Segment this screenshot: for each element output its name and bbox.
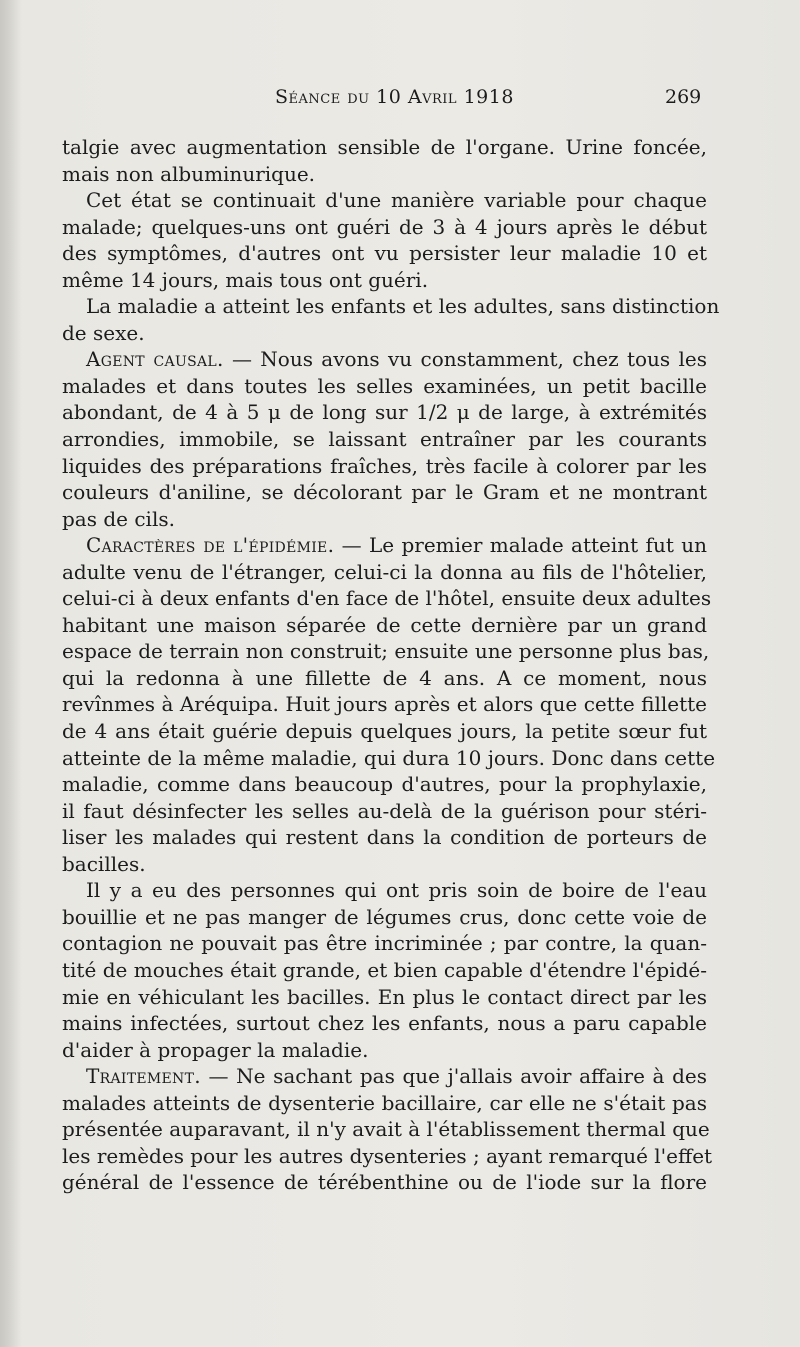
text-line bbox=[62, 267, 707, 294]
line-text: — Ne sachant pas que j'allais avoir affaire à des bbox=[200, 1064, 707, 1089]
text-line bbox=[62, 984, 707, 1011]
line-text: maladie, comme dans beaucoup d'autres, pour la prophylaxie, bbox=[62, 772, 707, 797]
line-text: malades atteints de dysenterie bacillaire, car elle ne s'était pas bbox=[62, 1090, 707, 1115]
line-text: arrondies, immobile, se laissant entraîner par les courants bbox=[62, 427, 707, 452]
text-line bbox=[62, 798, 707, 825]
text-line bbox=[62, 187, 707, 214]
line-text: mie en véhiculant les bacilles. En plus le contact direct par les bbox=[62, 984, 707, 1009]
text-line bbox=[62, 638, 710, 665]
text-line bbox=[62, 612, 707, 639]
line-text: il faut désinfecter les selles au-delà de la guérison pour stéri- bbox=[62, 798, 707, 823]
line-text: général de l'essence de térébenthine ou de l'iode sur la flore bbox=[62, 1170, 707, 1195]
line-text: de 4 ans était guérie depuis quelques jours, la petite sœur fut bbox=[62, 719, 707, 744]
text-line bbox=[62, 293, 720, 320]
line-text: présentée auparavant, il n'y avait à l'établissement thermal que bbox=[62, 1117, 710, 1142]
line-text: liser les malades qui restent dans la condition de porteurs de bbox=[62, 825, 707, 850]
text-line bbox=[62, 771, 707, 798]
line-text: revînmes à Aréquipa. Huit jours après et alors que cette fillette bbox=[62, 692, 707, 717]
line-text: habitant une maison séparée de cette dernière par un grand bbox=[62, 612, 707, 637]
text-line bbox=[62, 506, 707, 533]
line-text: — Nous avons vu constamment, chez tous les bbox=[223, 347, 708, 372]
line-text: atteinte de la même maladie, qui dura 10 jours. Donc dans cette bbox=[62, 745, 716, 770]
line-text: contagion ne pouvait pas être incriminée ; par contre, la quan- bbox=[62, 931, 707, 956]
line-text: les remèdes pour les autres dysenteries ; ayant remarqué l'effet bbox=[62, 1143, 713, 1168]
text-line bbox=[62, 665, 707, 692]
text-line bbox=[62, 904, 707, 931]
body-text bbox=[62, 134, 720, 1196]
text-line bbox=[62, 1037, 707, 1064]
section-heading: Caractères de l'épidémie. bbox=[86, 533, 335, 558]
section-heading: Traitement. bbox=[86, 1064, 201, 1089]
text-line bbox=[62, 559, 707, 586]
page-number: 269 bbox=[665, 86, 702, 108]
text-line bbox=[62, 745, 716, 772]
line-text: — Le premier malade atteint fut un bbox=[334, 533, 707, 558]
text-line bbox=[62, 240, 707, 267]
text-line bbox=[62, 161, 707, 188]
text-line bbox=[62, 691, 707, 718]
page-gutter-shadow bbox=[0, 0, 22, 1347]
text-line bbox=[62, 399, 707, 426]
line-text: liquides des préparations fraîches, très facile à colorer par les bbox=[62, 453, 707, 478]
text-line bbox=[62, 851, 707, 878]
line-text: mains infectées, surtout chez les enfants, nous a paru capable bbox=[62, 1011, 707, 1036]
text-line bbox=[62, 214, 707, 241]
header-title: Séance du 10 Avril 1918 bbox=[275, 86, 514, 108]
text-line bbox=[62, 426, 707, 453]
line-text: tité de mouches était grande, et bien capable d'étendre l'épidé- bbox=[62, 957, 707, 982]
text-line bbox=[62, 585, 712, 612]
line-text: même 14 jours, mais tous ont guéri. bbox=[62, 267, 429, 292]
text-line bbox=[62, 1090, 707, 1117]
line-text: Il y a eu des personnes qui ont pris soin de boire de l'eau bbox=[86, 878, 707, 903]
text-line bbox=[62, 877, 707, 904]
text-line bbox=[62, 532, 707, 559]
text-line bbox=[62, 134, 707, 161]
line-text: pas de cils. bbox=[62, 506, 175, 531]
text-line bbox=[62, 453, 707, 480]
line-text: qui la redonna à une fillette de 4 ans. A ce moment, nous bbox=[62, 665, 707, 690]
text-line bbox=[62, 930, 707, 957]
text-line bbox=[62, 479, 707, 506]
line-text: talgie avec augmentation sensible de l'organe. Urine foncée, bbox=[62, 135, 707, 159]
line-text: malade; quelques-uns ont guéri de 3 à 4 jours après le début bbox=[62, 214, 707, 239]
line-text: Cet état se continuait d'une manière variable pour chaque bbox=[86, 188, 707, 213]
text-line bbox=[62, 1010, 707, 1037]
line-text: d'aider à propager la maladie. bbox=[62, 1037, 369, 1062]
line-text: La maladie a atteint les enfants et les adultes, sans distinction bbox=[86, 294, 720, 319]
text-line bbox=[62, 320, 707, 347]
line-text: abondant, de 4 à 5 μ de long sur 1/2 μ de large, à extrémités bbox=[62, 400, 707, 425]
line-text: mais non albuminurique. bbox=[62, 161, 316, 186]
line-text: bouillie et ne pas manger de légumes crus, donc cette voie de bbox=[62, 904, 707, 929]
line-text: adulte venu de l'étranger, celui-ci la donna au fils de l'hôtelier, bbox=[62, 559, 707, 584]
line-text: des symptômes, d'autres ont vu persister leur maladie 10 et bbox=[62, 241, 707, 266]
text-line bbox=[62, 346, 707, 373]
line-text: espace de terrain non construit; ensuite une personne plus bas, bbox=[62, 639, 710, 664]
text-line bbox=[62, 957, 707, 984]
text-line bbox=[62, 1063, 707, 1090]
text-line bbox=[62, 718, 707, 745]
text-line bbox=[62, 824, 707, 851]
running-header bbox=[0, 86, 800, 116]
section-heading: Agent causal. bbox=[86, 347, 224, 372]
text-line bbox=[62, 373, 707, 400]
line-text: couleurs d'aniline, se décolorant par le Gram et ne montrant bbox=[62, 480, 707, 505]
text-line bbox=[62, 1169, 707, 1196]
text-line bbox=[62, 1116, 710, 1143]
text-line bbox=[62, 1143, 713, 1170]
line-text: malades et dans toutes les selles examinées, un petit bacille bbox=[62, 373, 707, 398]
line-text: de sexe. bbox=[62, 320, 145, 345]
line-text: celui-ci à deux enfants d'en face de l'hôtel, ensuite deux adultes bbox=[62, 586, 712, 611]
line-text: bacilles. bbox=[62, 851, 146, 876]
